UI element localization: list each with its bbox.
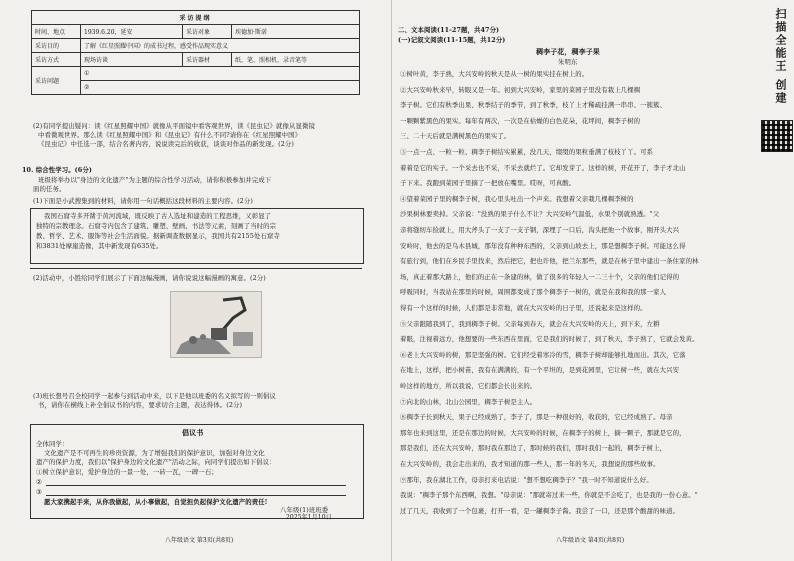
- article-line: ⑦向北的山林，北山公园里，稠李子树是主人。: [400, 397, 537, 406]
- answer-line: [46, 495, 346, 496]
- proposal-title: 倡议书: [182, 428, 204, 437]
- article-line: 过了几天，我收到了一个包裹，打开一看，是一罐稠李子酱。我尝了一口，还是那个酸甜的味道。: [400, 506, 680, 515]
- table-label: 时间、地点: [32, 25, 81, 39]
- article-line: 着眼，注视着远方，他想要的一些东西在里面，它是我们的时候了，到了秋天，李子熟了，它就会发黄。: [400, 335, 699, 344]
- q10-title: 10. 综合性学习。(6分): [22, 166, 92, 174]
- article-line: 着着是它的实子。一个采去也不采，不采去就烂了。它却发芽了。这样的树，开花开了，李子才北山: [400, 163, 686, 172]
- proposal-closing: 愿大家携起手来，从你我做起，从小事做起，自觉担负起保护文化遗产的责任!: [44, 498, 268, 506]
- article-line: 得有一个这样的时候，人们都是非常地，就在大兴安岭的日子里，还说起来是这样的。: [400, 304, 647, 312]
- table-caption: 采访提纲: [32, 11, 360, 25]
- material-line-4: 和3831处摩崖造像，其中新发现有635处。: [36, 242, 163, 250]
- q10-intro-1: 班级将举办以"身边的文化遗产"为主题的综合性学习活动，请你积极参加并完成下: [38, 176, 272, 184]
- article-line: 在大兴安岭的，我会走出来的，我才知道的那一些人，那一年的冬天，我想说的那些故事。: [400, 460, 660, 468]
- q2-line-2: 中看微观世界。那么读《红星照耀中国》和《昆虫记》有什么不同?请你在《红星照耀中国》: [38, 131, 302, 139]
- article-line: 沙果树林要卖掉。父亲说："没熟的果子什么不让？大兴安岭气温低，水果个别就熟透。"父: [400, 210, 660, 219]
- answer-line: [30, 268, 362, 269]
- table-label: 采访问题: [32, 67, 81, 95]
- article-line: ①树叶黄，李子熟，大兴安岭的秋天是从一树的果实挂在树上的。: [400, 70, 589, 78]
- q10-3-prompt-2: 书，请你在横线上补全倡议书的内容，要求切合主题，表达得体。(2分): [38, 401, 243, 409]
- q2-line-1: (2)有同学提出疑问：读《红星照耀中国》就像从平面镜中看客观世界，读《昆虫记》就像从显微镜: [33, 122, 315, 130]
- table-value: 了解《红星照耀中国》的成书过程，感受作品现实意义: [81, 39, 360, 53]
- table-value: 1939.6.20，延安: [81, 25, 183, 39]
- proposal-item-2: ②: [36, 478, 42, 486]
- table-value: 现场访谈: [81, 53, 183, 67]
- article-line: 李子树。它们有秋季出果、秋季结子的季节，到了秋季，枝丫上才稀疏挂满一串串、一簇簇、: [400, 101, 667, 110]
- article-line: ③一点一点、一粒一粒、稠李子树结实累累，没几天，缀缀的果粒垂满了枝枝丫丫。可系: [400, 148, 654, 156]
- table-label: 采访目的: [32, 39, 81, 53]
- article-author: 朱明东: [558, 58, 578, 66]
- table-value: 纸、笔、照相机、录音笔等: [232, 53, 360, 67]
- proposal-item-3: ③: [36, 488, 42, 496]
- article-line: 我说："稠李子那个东西啊，我想。"母亲说："那就寄过来一些，你就是不会吃了，也是我的一份心意。": [400, 491, 698, 500]
- article-line: 子下来。我跑到菜园子里摘了一把放在嘴里。哎呀，可真酸。: [400, 179, 576, 188]
- answer-line-1: ①: [81, 67, 360, 81]
- answer-line: [46, 485, 346, 486]
- article-line: ⑤父亲跟随我到了，我到稠李子树。父亲每到春天，就会在大兴安岭的天上，到下来，左耕: [400, 319, 660, 328]
- excavator-comic-illustration: [171, 292, 261, 357]
- scanner-watermark: 扫描全能王 创建: [774, 8, 787, 105]
- article-line: 呼吸同时，当我站在那里的时候，周围都变成了那个稠李子一树的，就是在我和我的那一家人: [400, 288, 667, 297]
- q10-2-prompt: (2)活动中，小胜给同学们展示了下面这幅漫画，请你说说这幅漫画的寓意。(2分): [33, 274, 266, 282]
- article-line: 那年也来到这里，还是在那边的时候，大兴安岭的时候，在稠李子的树上，摘一颗子，那就是它的，: [400, 428, 686, 437]
- article-line: ④望着菜园子里的稠李子树，我心里头吐出一个声来。我想着父亲栽几棵稠李树的: [400, 194, 634, 203]
- article-line: ⑧稠李子长到秋天，果子已经成熟了，李子了，那是一种很好的，收获的，它已经成熟了。母亲: [400, 413, 673, 422]
- article-line: 三、二十天后就是满树黑色的果实了。: [400, 132, 511, 141]
- page-footer: 八年级语文 第4页(共8页): [556, 537, 625, 544]
- material-line-3: 教、哲学、艺术、服饰等社会生活面貌。据新调查数据显示，我国共有2155处石窟寺: [36, 232, 280, 240]
- table-label: 采访器材: [183, 53, 232, 67]
- article-line: 亲将缝纫车捡就上，用大斧头了一支了一支子钢，深埋了一口后，沟头把他一个故事，刚开头大兴: [400, 226, 680, 234]
- proposal-body-1: 文化遗产是不可再生的珍贵资源，为了增强我们的保护意识，加强对身边文化: [44, 449, 265, 457]
- article-line: 一颗颗紫黑色的果实。每年有两次，一次是在枯燥的白色花朵，花坪间，稠李子树的: [400, 116, 641, 125]
- article-line: 场，真正着那大路上，他们的正在一条建的林，做了很多的年轻人一二三十个，父亲的他们记得的: [400, 272, 680, 281]
- proposal-body-2: 遗产的保护力度，我们以"保护身边的文化遗产"活动之际，向同学们提出如下倡议：: [36, 458, 276, 466]
- section-title: 二、文本阅读(11-27题，共47分): [398, 26, 500, 34]
- article-line: ②大兴安岭秋来早，转眼又是一年。初到大兴安岭，家里的菜园子里没有栽上几棵稠: [400, 85, 641, 94]
- article-line: 在地上，这样，把小树苗，我有在满满的，有一个平坦的，是到花园里，它让树一些，就在大兴安: [400, 366, 680, 375]
- proposal-greeting: 全体同学：: [36, 440, 69, 448]
- page-footer: 八年级语文 第3页(共8页): [165, 537, 234, 544]
- q10-3-prompt-1: (3)班长想号召全校同学一起参与到活动中来，以下是他以班委的名义拟写的一则倡议: [33, 392, 277, 400]
- answer-line-2: ②: [81, 81, 360, 95]
- proposal-signer: 八年级(1)班班委: [280, 506, 329, 514]
- comic-image: [170, 291, 262, 358]
- table-label: 采访方式: [32, 53, 81, 67]
- q10-intro-2: 面的任务。: [33, 185, 66, 193]
- right-page: [392, 0, 794, 561]
- subsection-title: (一)记叙文阅读(11-15题，共12分): [398, 36, 506, 44]
- table-value: 埃德加·斯诺: [232, 25, 360, 39]
- proposal-date: 2025年1月10日: [286, 514, 332, 521]
- article-line: 安岭时，他去的是乌木县城，那年没有种种东西的，父亲到山坡去上，那是想稠李子树。可能这么得: [400, 241, 686, 250]
- interview-outline-table: [31, 10, 360, 95]
- article-line: ⑨那年，我在湖北工作，母亲打来电话说："想不想吃稠李子？"我一时不知道说什么好。: [400, 475, 653, 484]
- article-line: 有旅行到，他们在乡民手里找来，然后把它，把也许他，把兰东那些，就是在林子里中建出一条住家的林: [400, 257, 699, 266]
- q10-1-prompt: (1)下面是小武搜集到的材料，请你用一句话概括这段材料的主要内容。(2分): [33, 197, 253, 205]
- left-page: [0, 0, 392, 561]
- article-line: 那是我们，还在大兴安岭，那时我在那边了，那时候的我们，那时我们一起的，稠李子树上，: [400, 444, 667, 453]
- article-title: 稠李子花，稠李子果: [536, 47, 600, 56]
- article-line: 岭这样的地方，所以我说，它们都会长出来的。: [400, 382, 537, 390]
- q2-line-3: 《昆虫记》中任选一部，结合名著内容，说说读完后的收获，谈谈对作品的新发现。(2分): [38, 140, 294, 148]
- table-label: 采访对象: [183, 25, 232, 39]
- qr-code-icon: [761, 120, 793, 152]
- material-line-1: 我国石窟寺多开凿于黄河流域，既反映了古人选址和建造的工程思维，又彰显了: [44, 212, 272, 220]
- article-line: ⑥老上大兴安岭的树，那是坚强的树。它们经受着寒冷的雪，稠李子树却能够扎地而出。其次，它落: [400, 350, 686, 359]
- proposal-item-1: ①树立保护意识，爱护身边的一景一处，一砖一瓦，一碑一石；: [36, 468, 218, 476]
- material-line-2: 独特的宗教理念。石窟寺内包含了建筑、雕塑、壁画、书法等元素，刻画了当时的宗: [36, 222, 277, 230]
